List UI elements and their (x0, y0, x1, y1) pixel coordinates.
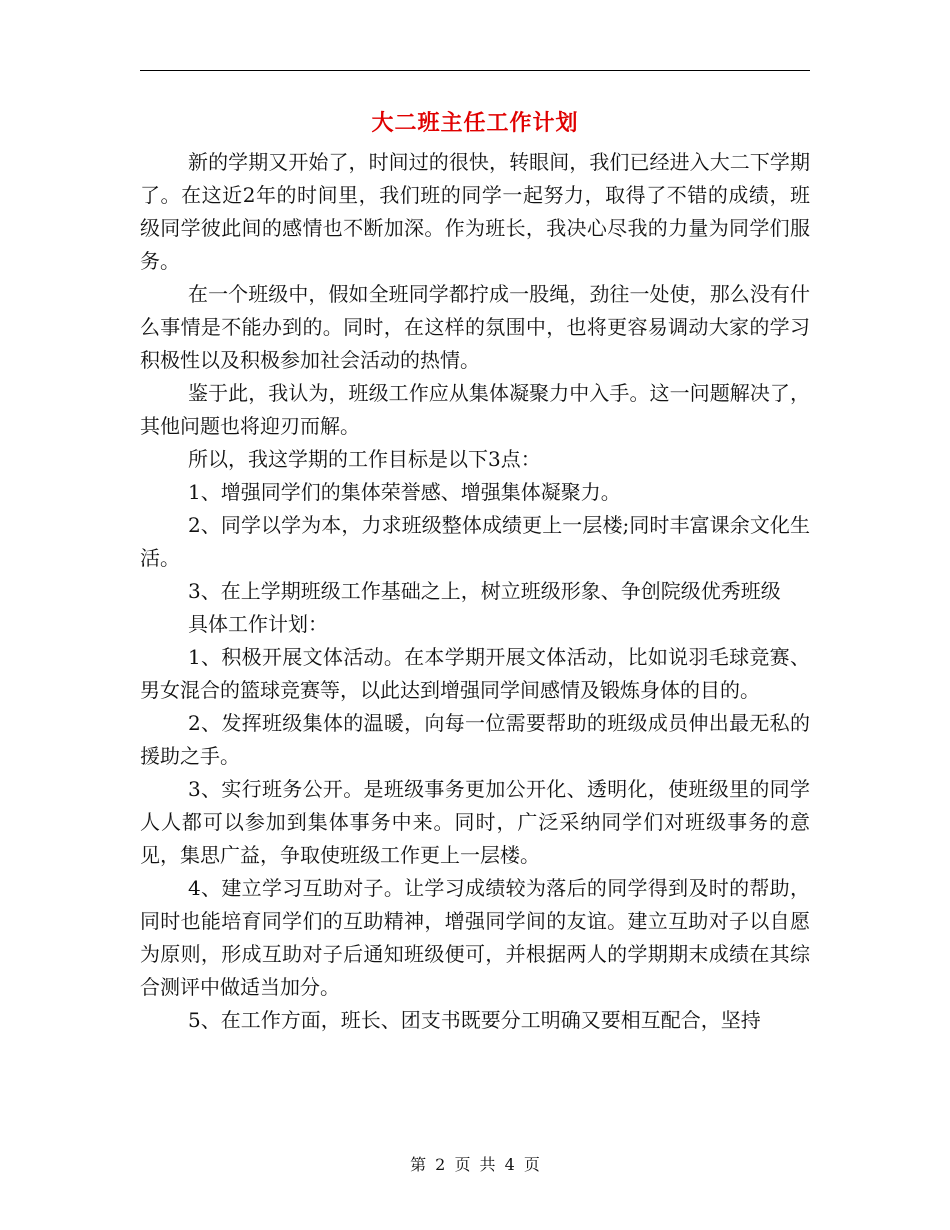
paragraph: 1、增强同学们的集体荣誉感、增强集体凝聚力。 (188, 480, 621, 504)
paragraph: 在一个班级中，假如全班同学都拧成一股绳，劲往一处使，那么没有什么事情是不能办到的。同时，在这样的氛围中，也将更容易调动大家的学习积极性以及积极参加社会活动的热情。 (140, 282, 810, 372)
paragraph: 3、实行班务公开。是班级事务更加公开化、透明化，使班级里的同学人人都可以参加到集体事务中来。同时，广泛采纳同学们对班级事务的意见，集思广益，争取使班级工作更上一层楼。 (140, 777, 810, 867)
page-number-footer: 第 2 页 共 4 页 (410, 1155, 540, 1174)
paragraph: 2、同学以学为本，力求班级整体成绩更上一层楼;同时丰富课余文化生活。 (140, 513, 810, 570)
paragraph: 1、积极开展文体活动。在本学期开展文体活动，比如说羽毛球竞赛、男女混合的篮球竞赛等，以此达到增强同学间感情及锻炼身体的目的。 (140, 645, 810, 702)
paragraph: 2、发挥班级集体的温暖，向每一位需要帮助的班级成员伸出最无私的援助之手。 (140, 711, 810, 768)
paragraph: 5、在工作方面，班长、团支书既要分工明确又要相互配合，坚持 (188, 1008, 761, 1032)
paragraph: 新的学期又开始了，时间过的很快，转眼间，我们已经进入大二下学期了。在这近2年的时间里，我们班的同学一起努力，取得了不错的成绩，班级同学彼此间的感情也不断加深。作为班长，我决心尽我的力量为同学们服务。 (140, 150, 810, 273)
paragraph: 具体工作计划： (188, 612, 328, 636)
paragraph: 4、建立学习互助对子。让学习成绩较为落后的同学得到及时的帮助，同时也能培育同学们的互助精神，增强同学间的友谊。建立互助对子以自愿为原则，形成互助对子后通知班级便可，并根据两人的学期期末成绩在其综合测评中做适当加分。 (140, 876, 810, 999)
paragraph: 3、在上学期班级工作基础之上，树立班级形象、争创院级优秀班级 (188, 579, 781, 603)
paragraph: 鉴于此，我认为，班级工作应从集体凝聚力中入手。这一问题解决了，其他问题也将迎刃而解。 (140, 381, 810, 438)
paragraph: 所以，我这学期的工作目标是以下3点： (188, 447, 541, 471)
document-body (140, 146, 810, 1037)
header-rule (140, 70, 810, 71)
document-title: 大二班主任工作计划 (371, 111, 579, 136)
